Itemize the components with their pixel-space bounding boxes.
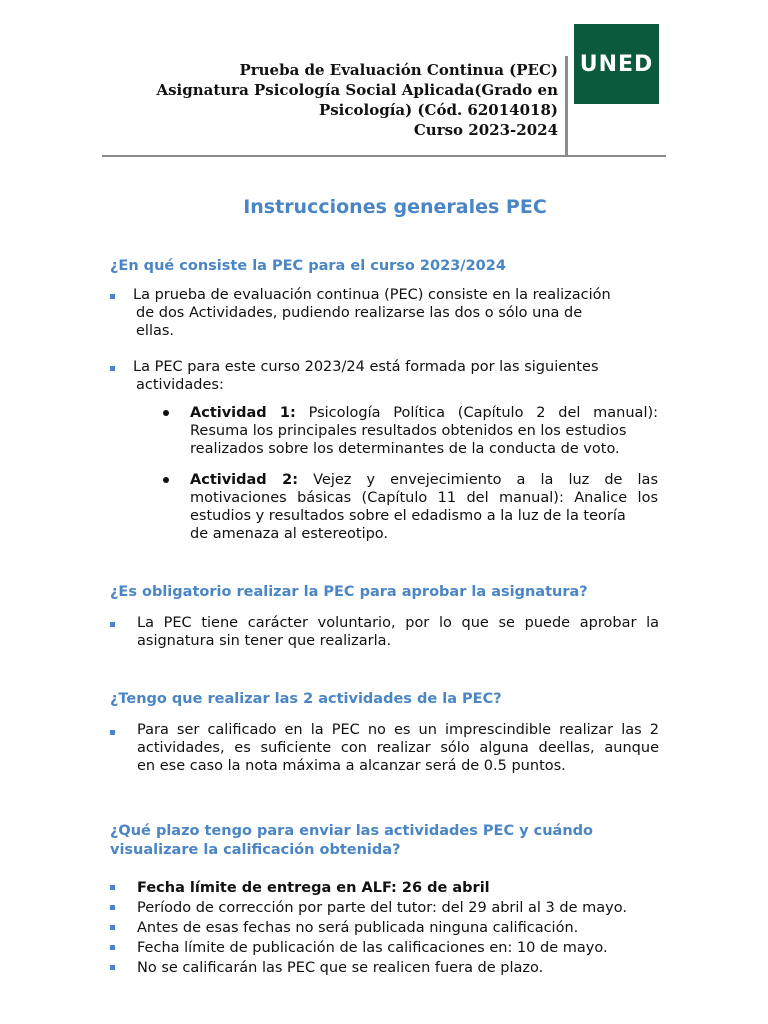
text-line: Resuma los principales resultados obtenidos en los estudios: [190, 423, 627, 439]
list-item: Período de corrección por parte del tutor: del 29 abril al 3 de mayo.: [137, 900, 627, 916]
bullet-marker: [110, 366, 115, 371]
paragraph-grading: [137, 721, 659, 775]
bullet-marker: [110, 294, 115, 299]
header-line: Prueba de Evaluación Continua (PEC): [239, 61, 558, 79]
bullet-marker: [110, 730, 115, 735]
header-line: Asignatura Psicología Social Aplicada(Grado en: [156, 81, 558, 99]
list-item: Fecha límite de entrega en ALF: 26 de abril: [137, 880, 490, 896]
text-line: [190, 404, 658, 422]
section-heading-two-activities: ¿Tengo que realizar las 2 actividades de la PEC?: [110, 691, 502, 707]
activity-text: Vejez y envejecimiento a la luz de las: [313, 472, 659, 488]
bullet-marker: [110, 945, 115, 950]
activity-text: Psicología Política (Capítulo 2 del manual):: [308, 405, 659, 421]
activity-2: [190, 471, 658, 543]
heading-line: ¿Qué plazo tengo para enviar las actividades PEC y cuándo: [110, 823, 593, 839]
bullet-marker: [163, 410, 169, 416]
text-line: asignatura sin tener que realizarla.: [137, 633, 392, 649]
text-line: actividades, es suficiente con realizar sólo alguna deellas, aunque: [137, 740, 659, 756]
deadline-list: [137, 878, 627, 978]
list-item: Antes de esas fechas no será publicada ninguna calificación.: [137, 920, 579, 936]
header-line: Psicología) (Cód. 62014018): [318, 101, 558, 119]
text-line: de amenaza al estereotipo.: [190, 526, 389, 542]
document-header: [138, 60, 558, 140]
text-line: Para ser calificado en la PEC no es un imprescindible realizar las 2: [137, 722, 659, 738]
text-line: de dos Actividades, pudiendo realizarse las dos o sólo una de: [136, 305, 583, 321]
logo-text: UNED: [579, 51, 654, 77]
text-line: actividades:: [136, 377, 224, 393]
paragraph-voluntary: [137, 614, 659, 650]
list-item: No se calificarán las PEC que se realicen fuera de plazo.: [137, 960, 544, 976]
bullet-marker: [110, 622, 115, 627]
paragraph-pec-activities: [133, 358, 599, 394]
paragraph-pec-description: [133, 286, 611, 340]
bullet-marker: [110, 925, 115, 930]
list-item: Fecha límite de publicación de las calificaciones en: 10 de mayo.: [137, 940, 608, 956]
text-line: realizados sobre los determinantes de la conducta de voto.: [190, 441, 620, 457]
bullet-marker: [163, 477, 169, 483]
text-line: estudios y resultados sobre el edadismo a la luz de la teoría: [190, 508, 626, 524]
activity-label: Actividad 2:: [190, 472, 299, 488]
bullet-marker: [110, 885, 115, 890]
bullet-marker: [110, 965, 115, 970]
text-line: La PEC para este curso 2023/24 está formada por las siguientes: [133, 359, 599, 375]
section-heading-deadlines: [110, 822, 593, 860]
text-line: La prueba de evaluación continua (PEC) consiste en la realización: [133, 287, 611, 303]
text-line: ellas.: [136, 323, 175, 339]
bullet-marker: [110, 905, 115, 910]
activity-1: [190, 404, 658, 458]
activity-label: Actividad 1:: [190, 405, 296, 421]
header-horizontal-divider: [102, 155, 666, 157]
text-line: [190, 471, 658, 489]
header-vertical-divider: [565, 56, 568, 156]
text-line: motivaciones básicas (Capítulo 11 del manual): Analice los: [190, 490, 658, 506]
header-line: Curso 2023-2024: [413, 121, 558, 139]
section-heading-what-is: ¿En qué consiste la PEC para el curso 2023/2024: [110, 258, 506, 274]
heading-line: visualizare la calificación obtenida?: [110, 842, 401, 858]
text-line: La PEC tiene carácter voluntario, por lo que se puede aprobar la: [137, 615, 659, 631]
section-heading-mandatory: ¿Es obligatorio realizar la PEC para aprobar la asignatura?: [110, 584, 588, 600]
text-line: en ese caso la nota máxima a alcanzar será de 0.5 puntos.: [137, 758, 566, 774]
uned-logo: [574, 24, 659, 104]
page-title: Instrucciones generales PEC: [243, 196, 547, 218]
